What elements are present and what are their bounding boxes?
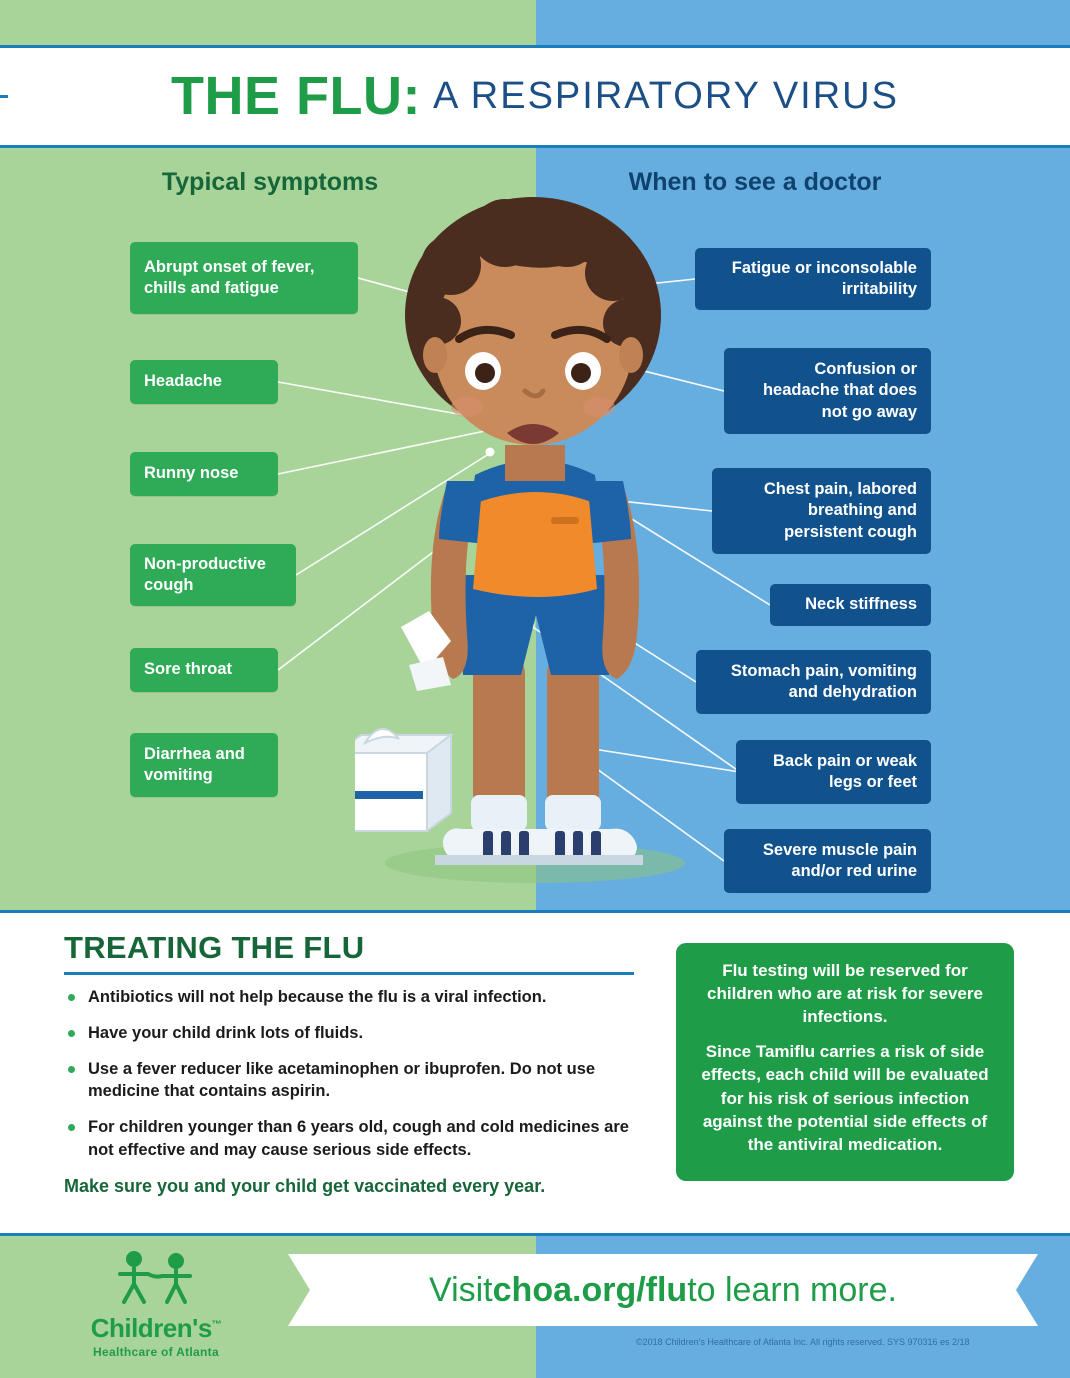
doctor-label: Fatigue or inconsolable irritability — [731, 258, 917, 298]
vaccination-note: Make sure you and your child get vaccinated every year. — [64, 1176, 546, 1196]
doctor-chip — [770, 584, 931, 626]
cta-suffix: to learn more. — [687, 1270, 897, 1309]
divider-top — [0, 45, 1070, 48]
doctor-label: Neck stiffness — [805, 595, 917, 614]
treating-underline — [64, 972, 634, 975]
list-item: Have your child drink lots of fluids. — [64, 1022, 654, 1045]
two-children-icon — [96, 1248, 216, 1306]
symptom-chip — [130, 544, 296, 606]
symptom-label: Sore throat — [144, 660, 233, 679]
symptoms-heading-label: Typical symptoms — [161, 168, 379, 196]
symptom-chip — [130, 648, 278, 692]
callout-paragraph-2: Since Tamiflu carries a risk of side effects, each child will be evaluated for his risk of serious infection against the potential side effects of the antiviral medication. — [701, 1042, 989, 1154]
symptom-label: Diarrhea and vomiting — [144, 744, 245, 784]
doctor-chip — [736, 740, 931, 804]
symptom-chip — [130, 452, 278, 496]
logo-name-text: Children's — [90, 1313, 212, 1343]
doctor-label: Confusion or headache that does not go away — [762, 360, 917, 421]
list-item: Use a fever reducer like acetaminophen or ibuprofen. Do not use medicine that contains aspirin. — [64, 1058, 654, 1104]
title-main: THE FLU: — [171, 66, 421, 126]
boy-with-flu-illustration — [355, 195, 715, 905]
cta-prefix: Visit — [429, 1270, 493, 1309]
copyright-notice: ©2018 Children's Healthcare of Atlanta Inc. All rights reserved. SYS 970316 es 2/18 — [636, 1337, 970, 1347]
list-item: Antibiotics will not help because the flu is a viral infection. — [64, 986, 654, 1009]
callout-paragraph-1: Flu testing will be reserved for children who are at risk for severe infections. — [707, 961, 983, 1027]
doctor-chip — [724, 829, 931, 893]
trademark-icon: ™ — [211, 1319, 222, 1331]
treating-heading: TREATING THE FLU — [64, 930, 365, 965]
doctor-chip — [695, 248, 931, 310]
divider-under-title — [0, 145, 1070, 148]
title-subtitle: A RESPIRATORY VIRUS — [432, 74, 899, 117]
symptom-label: Runny nose — [144, 464, 239, 483]
tissue-box — [355, 729, 451, 831]
symptom-label: Non-productive cough — [144, 554, 266, 594]
symptom-label: Abrupt onset of fever, chills and fatigue — [144, 257, 315, 297]
doctor-label: Stomach pain, vomiting and dehydration — [730, 661, 917, 701]
treating-bullet-list — [64, 986, 654, 1175]
testing-callout — [676, 943, 1014, 1181]
doctor-chip — [712, 468, 931, 554]
logo-tagline: Healthcare of Atlanta — [93, 1345, 219, 1359]
symptom-chip — [130, 733, 278, 797]
cta-text[interactable] — [288, 1254, 1038, 1326]
symptom-label: Headache — [144, 372, 222, 391]
doctor-label: Severe muscle pain and/or red urine — [762, 840, 917, 880]
list-item: For children younger than 6 years old, cough and cold medicines are not effective and may cause serious side effects. — [64, 1116, 654, 1162]
divider-above-footer — [0, 1233, 1070, 1236]
cta-ribbon — [288, 1254, 1038, 1326]
edge-tick — [0, 95, 8, 98]
doctor-label: Chest pain, labored breathing and persistent cough — [763, 480, 917, 541]
divider-above-treating — [0, 910, 1070, 913]
doctor-label: Back pain or weak legs or feet — [773, 751, 917, 791]
doctor-chip — [724, 348, 931, 434]
doctor-heading-label: When to see a doctor — [628, 168, 882, 196]
cta-link[interactable]: choa.org/flu — [492, 1270, 688, 1309]
symptom-chip — [130, 360, 278, 404]
symptom-chip — [130, 242, 358, 314]
childrens-logo — [56, 1248, 256, 1359]
page-title — [0, 55, 1070, 137]
doctor-chip — [696, 650, 931, 714]
logo-wordmark — [56, 1313, 256, 1344]
